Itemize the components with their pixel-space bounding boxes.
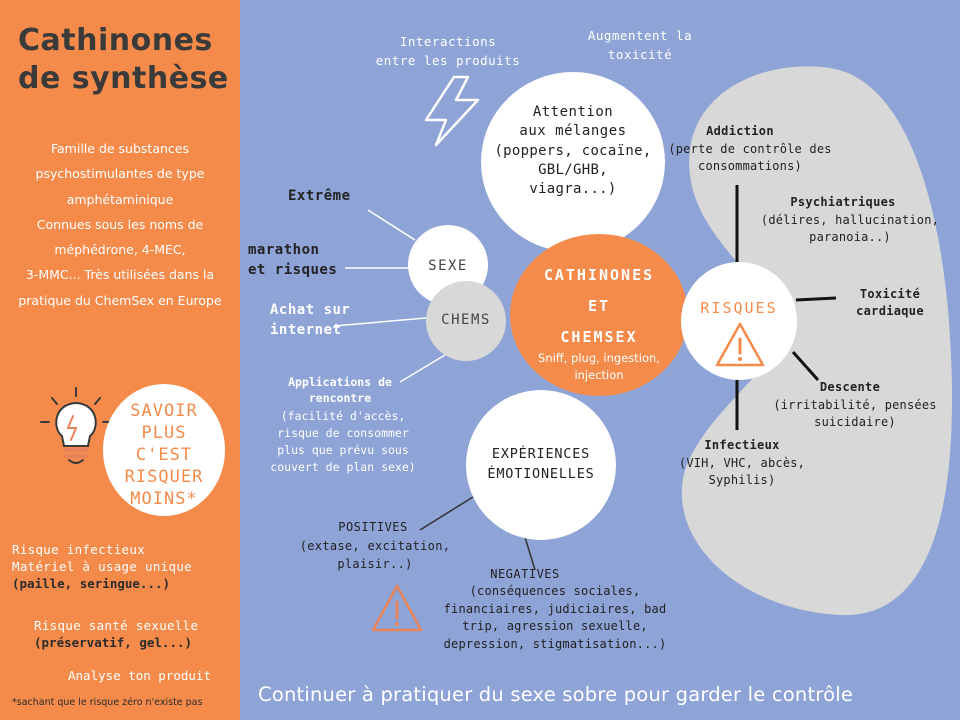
attention-title: Attention aux mélanges <box>519 104 627 139</box>
savoir-text: SAVOIR PLUS C'EST RISQUER MOINS* <box>124 401 204 509</box>
page-title: Cathinones de synthèse <box>18 23 229 96</box>
tip-infectieux-line3: (paille, seringue...) <box>12 576 171 591</box>
applications-detail: (facilité d'accès, risque de consommer plus que prévu sous couvert de plan sexe) <box>270 409 416 474</box>
experiences-label: EXPÉRIENCES ÉMOTIONELLES <box>487 446 595 482</box>
tip-sexuelle-title: Risque santé sexuelle <box>34 618 199 633</box>
addiction-detail: (perte de contrôle des consommations) <box>668 142 832 173</box>
psychiatriques-detail: (délires, hallucination, paranoia..) <box>760 213 940 244</box>
center-subtitle: Sniff, plug, ingestion, injection <box>538 351 660 382</box>
description-text: Famille de substances psychostimulantes de type amphétaminique Connues sous les noms de méphédrone, 4-MEC, 3-MMC... Très utilisées dans la pratique du ChemSex en Europe <box>18 141 222 308</box>
infectieux-detail: (VIH, VHC, abcès, Syphilis) <box>678 456 806 487</box>
psychiatriques-title: Psychiatriques <box>790 195 896 209</box>
chems-label: CHEMS <box>441 312 491 328</box>
tip-sexuelle-line2: (préservatif, gel...) <box>34 635 193 650</box>
footnote: *sachant que le risque zéro n'existe pas <box>12 697 203 708</box>
tip-analyse: Analyse ton produit <box>68 668 211 683</box>
negatives-title: NEGATIVES <box>490 567 560 581</box>
risques-label: RISQUES <box>700 299 778 317</box>
main-panel <box>240 0 960 720</box>
descente-title: Descente <box>819 380 881 394</box>
augmentent-label: Augmentent la toxicité <box>587 28 693 62</box>
applications-title: Applications de rencontre <box>288 375 392 405</box>
footer-message: Continuer à pratiquer du sexe sobre pour garder le contrôle <box>258 683 854 706</box>
lightning-icon <box>420 74 484 148</box>
warning-icon <box>370 582 424 636</box>
extreme-label: Extrême <box>288 188 351 204</box>
positives-detail: (extase, excitation, plaisir..) <box>299 539 451 571</box>
interactions-label: Interactions entre les produits <box>375 34 521 68</box>
sexe-label: SEXE <box>428 258 468 274</box>
marathon-label: marathon et risques <box>248 242 338 278</box>
attention-detail: (poppers, cocaïne, GBL/GHB, viagra...) <box>494 143 652 197</box>
positives-title: POSITIVES <box>338 520 408 534</box>
tip-infectieux-line2: Matériel à usage unique <box>12 559 192 574</box>
toxicite-label: Toxicité cardiaque <box>856 287 924 318</box>
negatives-detail: (conséquences sociales, financiaires, judiciaires, bad trip, agression sexuelle, depression, stigmatisation...) <box>443 584 667 651</box>
tip-infectieux-title: Risque infectieux <box>12 542 146 557</box>
addiction-title: Addiction <box>706 124 774 138</box>
risk-warning-icon <box>714 321 766 369</box>
descente-detail: (irritabilité, pensées suicidaire) <box>773 398 937 429</box>
infectieux-title: Infectieux <box>704 438 780 452</box>
center-title: CATHINONES ET CHEMSEX <box>543 266 655 346</box>
achat-label: Achat sur internet <box>270 302 351 338</box>
left-panel <box>0 0 240 720</box>
